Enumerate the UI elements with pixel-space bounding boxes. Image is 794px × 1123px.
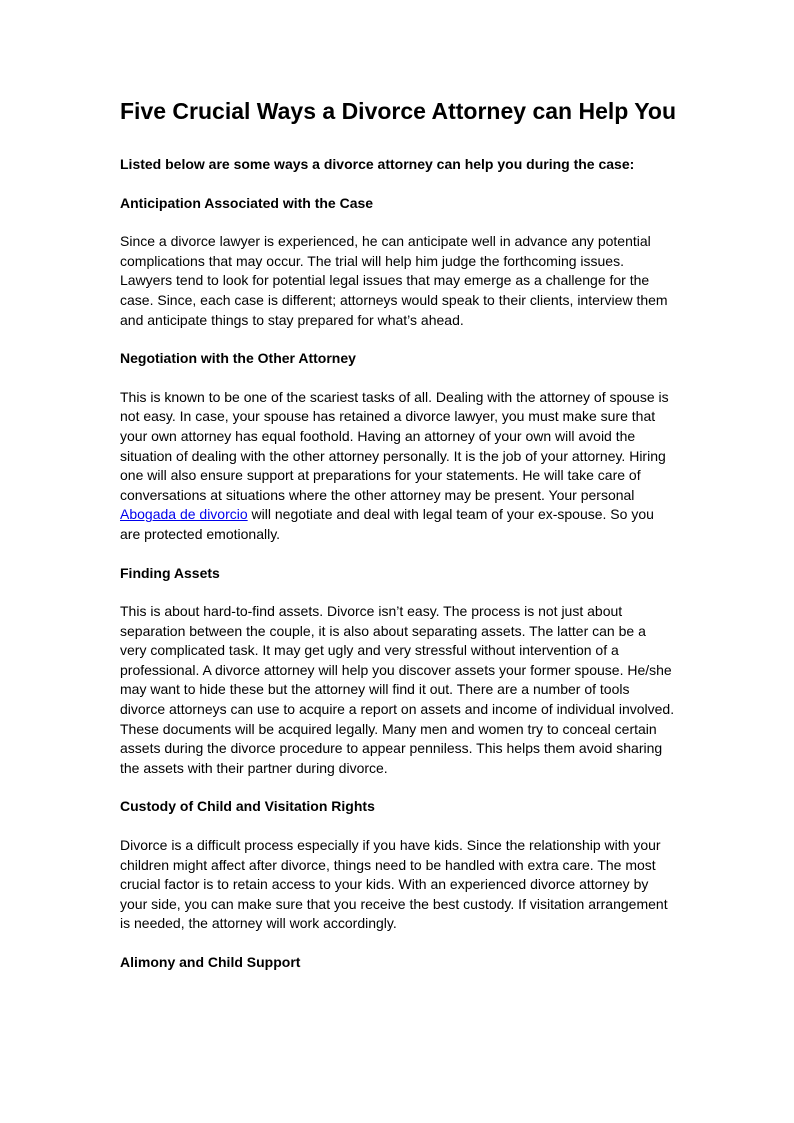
document-page: [120, 96, 676, 973]
section-heading-finding-assets: Finding Assets: [120, 564, 220, 581]
negotiation-text-after-link: will negotiate and deal with legal team of your ex-spouse. So you are protected emotionally.: [120, 506, 654, 542]
abogada-de-divorcio-link[interactable]: Abogada de divorcio: [120, 506, 248, 523]
intro-text: Listed below are some ways a divorce attorney can help you during the case:: [120, 156, 635, 172]
section-heading-negotiation: Negotiation with the Other Attorney: [120, 350, 356, 367]
section-body-negotiation: [120, 388, 676, 545]
section-heading-alimony: Alimony and Child Support: [120, 954, 301, 970]
document-title: Five Crucial Ways a Divorce Attorney can Help You: [120, 98, 677, 124]
section-heading-custody: Custody of Child and Visitation Rights: [120, 798, 375, 815]
section-body-custody: Divorce is a difficult process especially if you have kids. Since the relationship with your children might affect after divorce, things need to be handled with extra care. The most crucial factor is to retain access to your kids. With an experienced divorce attorney by your side, you can make sure that you receive the best custody. If visitation arrangement is needed, the attorney will work accordingly.: [120, 837, 668, 932]
section-heading-anticipation: Anticipation Associated with the Case: [120, 194, 374, 211]
section-body-anticipation: Since a divorce lawyer is experienced, he can anticipate well in advance any potential complications that may occur. The trial will help him judge the forthcoming issues. Lawyers tend to look for potential legal issues that may emerge as a challenge for the case. Since, each case is different; attorneys would speak to their clients, interview them and anticipate things to stay prepared for what’s ahead.: [120, 233, 668, 328]
section-body-finding-assets: This is about hard-to-find assets. Divorce isn’t easy. The process is not just about separation between the couple, it is also about separating assets. The latter can be a very complicated task. It may get ugly and very stressful without intervention of a professional. A divorce attorney will help you discover assets your former spouse. He/she may want to hide these but the attorney will find it out. There are a number of tools divorce attorneys can use to acquire a report on assets and income of individual involved. These documents will be acquired legally. Many men and women try to conceal certain assets during the divorce procedure to appear penniless. This helps them avoid sharing the assets with their partner during divorce.: [120, 603, 675, 776]
negotiation-text-before-link: This is known to be one of the scariest tasks of all. Dealing with the attorney of spouse is not easy. In case, your spouse has retained a divorce lawyer, you must make sure that your own attorney has equal foothold. Having an attorney of your own will avoid the situation of dealing with the other attorney personally. It is the job of your attorney. Hiring one will also ensure support at preparations for your statements. He will take care of conversations at situations where the other attorney may be present. Your personal: [120, 388, 669, 503]
